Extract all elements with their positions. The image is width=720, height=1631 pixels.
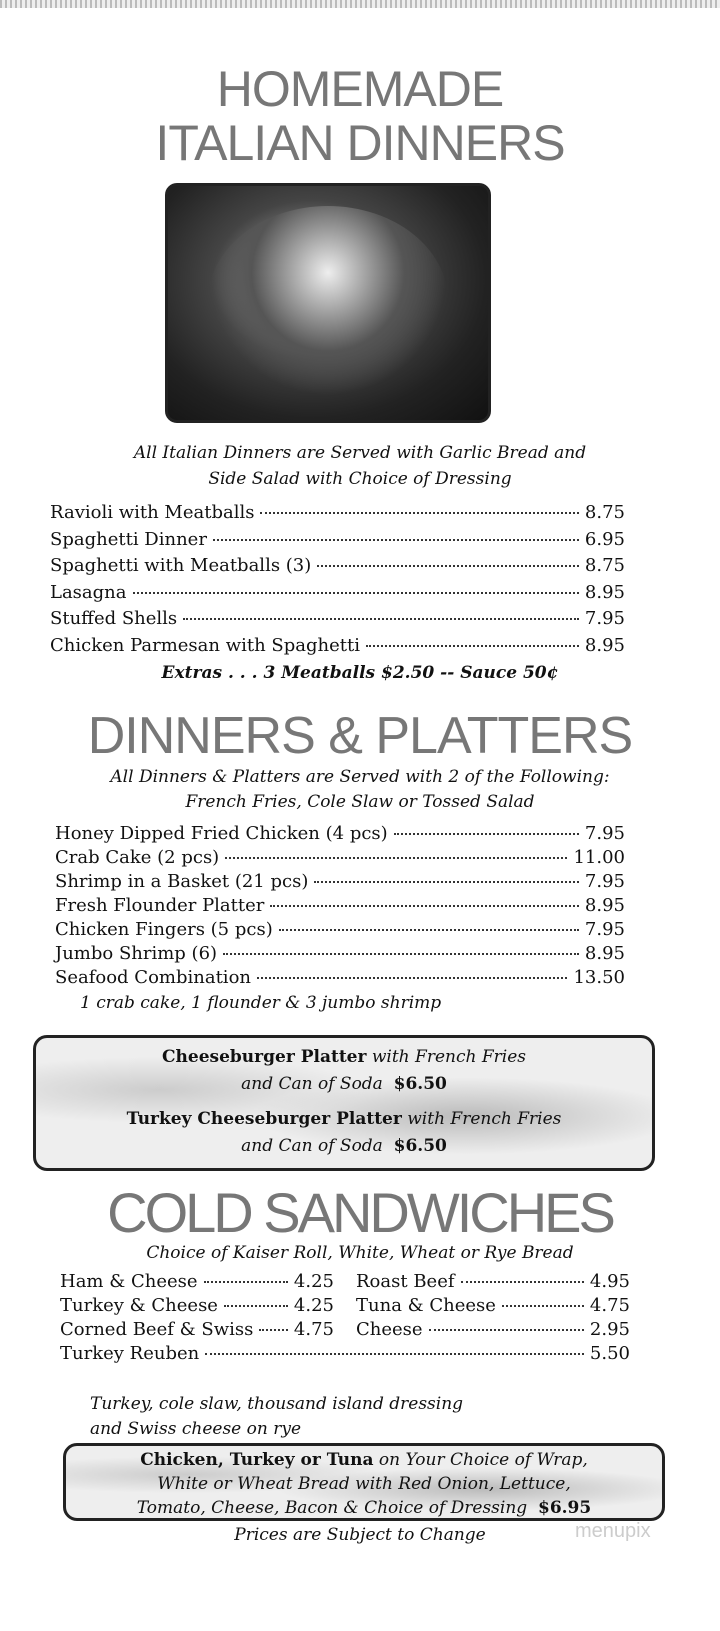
dot-leader <box>270 905 579 907</box>
item-price: 8.75 <box>584 502 625 523</box>
subtitle-line: All Dinners & Platters are Served with 2 of the Following: <box>110 767 610 787</box>
item-name: Fresh Flounder Platter <box>55 895 265 916</box>
italian-title <box>0 62 720 170</box>
item-name: Lasagna <box>50 581 127 603</box>
note-line: Turkey, cole slaw, thousand island dressing <box>90 1394 464 1414</box>
item-name: Turkey & Cheese <box>60 1295 218 1316</box>
platter-name: Cheeseburger Platter <box>162 1047 367 1067</box>
dinners-menu-list <box>55 822 625 990</box>
item-name: Spaghetti with Meatballs (3) <box>50 555 312 576</box>
sandwich-list <box>60 1270 630 1366</box>
menu-item <box>356 1270 630 1294</box>
menu-item <box>50 553 625 580</box>
item-price: 4.25 <box>293 1295 334 1316</box>
item-price: 4.95 <box>589 1271 630 1292</box>
dot-leader <box>260 512 578 514</box>
dot-leader <box>317 565 579 567</box>
dot-leader <box>366 645 579 647</box>
item-price: 8.95 <box>584 581 625 603</box>
platter-desc: and Can of Soda <box>241 1074 383 1094</box>
item-price: 8.75 <box>584 555 625 576</box>
menu-item <box>55 966 625 990</box>
wrap-price: $6.95 <box>537 1498 592 1518</box>
menu-item <box>50 606 625 633</box>
item-name: Chicken Parmesan with Spaghetti <box>50 634 361 656</box>
item-name: Cheese <box>356 1319 423 1340</box>
note-line: and Swiss cheese on rye <box>90 1419 302 1439</box>
item-price: 7.95 <box>584 919 625 940</box>
combo-note: 1 crab cake, 1 flounder & 3 jumbo shrimp <box>80 993 442 1013</box>
dot-leader <box>223 953 579 955</box>
dot-leader <box>205 1353 584 1355</box>
platter-name: Turkey Cheeseburger Platter <box>126 1109 402 1129</box>
title-line: HOMEMADE <box>216 61 504 117</box>
menu-item <box>50 527 625 554</box>
platter-desc: with French Fries <box>401 1109 562 1129</box>
dot-leader <box>461 1281 584 1283</box>
menu-item <box>55 822 625 846</box>
sandwich-column-left <box>60 1270 334 1342</box>
sandwiches-subtitle: Choice of Kaiser Roll, White, Wheat or Rye Bread <box>146 1243 574 1263</box>
item-price: 8.95 <box>584 895 625 916</box>
menu-item <box>55 846 625 870</box>
dot-leader <box>225 857 567 859</box>
item-name: Ham & Cheese <box>60 1271 198 1292</box>
item-price: 7.95 <box>584 871 625 892</box>
dot-leader <box>279 929 579 931</box>
item-name: Tuna & Cheese <box>356 1295 496 1316</box>
item-name: Shrimp in a Basket (21 pcs) <box>55 871 309 892</box>
dinners-subtitle <box>0 765 720 815</box>
subtitle-line: Side Salad with Choice of Dressing <box>208 469 512 489</box>
platter-price: $6.50 <box>393 1074 447 1094</box>
extras-line: Extras . . . 3 Meatballs $2.50 -- Sauce 50¢ <box>161 663 559 683</box>
menu-item <box>55 942 625 966</box>
dot-leader <box>133 592 579 594</box>
scan-edge <box>0 0 720 8</box>
platter-desc: and Can of Soda <box>241 1136 383 1156</box>
item-name: Turkey Reuben <box>60 1343 200 1364</box>
item-price: 2.95 <box>589 1319 630 1340</box>
item-price: 4.75 <box>293 1319 334 1340</box>
plate-image <box>208 206 448 396</box>
item-price: 8.95 <box>584 634 625 656</box>
menu-item <box>50 500 625 527</box>
menu-item <box>55 918 625 942</box>
dot-leader <box>429 1329 584 1331</box>
footer-note: Prices are Subject to Change <box>234 1525 486 1545</box>
item-name: Corned Beef & Swiss <box>60 1319 254 1340</box>
wrap-desc: on Your Choice of Wrap, <box>373 1450 588 1470</box>
italian-menu-list <box>50 500 625 659</box>
dot-leader <box>394 833 579 835</box>
menu-item <box>60 1318 334 1342</box>
item-name: Ravioli with Meatballs <box>50 502 255 523</box>
menu-item <box>50 633 625 660</box>
sandwich-column-right <box>356 1270 630 1342</box>
item-price: 7.95 <box>584 608 625 629</box>
item-price: 11.00 <box>573 847 625 868</box>
dot-leader <box>224 1305 288 1307</box>
title-line: ITALIAN DINNERS <box>155 115 565 171</box>
dinners-title: DINNERS & PLATTERS <box>87 707 633 765</box>
dot-leader <box>259 1329 288 1331</box>
dot-leader <box>183 618 579 620</box>
item-price: 4.25 <box>293 1271 334 1292</box>
item-price: 5.50 <box>589 1343 630 1364</box>
menu-item <box>55 894 625 918</box>
item-price: 7.95 <box>584 823 625 844</box>
wrap-desc: White or Wheat Bread with Red Onion, Lettuce, <box>157 1474 571 1494</box>
item-name: Chicken Fingers (5 pcs) <box>55 919 273 940</box>
menu-item <box>60 1342 630 1366</box>
item-name: Seafood Combination <box>55 967 251 988</box>
item-name: Stuffed Shells <box>50 608 178 629</box>
reuben-note <box>90 1392 463 1442</box>
subtitle-line: All Italian Dinners are Served with Garlic Bread and <box>133 443 587 463</box>
dot-leader <box>502 1305 584 1307</box>
wrap-desc: Tomato, Cheese, Bacon & Choice of Dressing <box>136 1498 528 1518</box>
item-name: Roast Beef <box>356 1271 455 1292</box>
food-photo <box>165 183 491 423</box>
dot-leader <box>257 977 567 979</box>
sandwiches-title: COLD SANDWICHES <box>107 1181 613 1244</box>
menu-item <box>55 870 625 894</box>
wrap-name: Chicken, Turkey or Tuna <box>140 1450 374 1470</box>
wrap-special-box <box>63 1443 665 1521</box>
platter-price: $6.50 <box>393 1136 447 1156</box>
item-price: 8.95 <box>584 943 625 964</box>
item-price: 13.50 <box>573 967 625 988</box>
italian-subtitle <box>0 440 720 492</box>
dot-leader <box>204 1281 288 1283</box>
platter-desc: with French Fries <box>366 1047 526 1067</box>
item-price: 6.95 <box>584 528 625 550</box>
item-name: Honey Dipped Fried Chicken (4 pcs) <box>55 823 388 844</box>
platter-specials-box <box>33 1035 655 1171</box>
item-name: Jumbo Shrimp (6) <box>55 943 218 964</box>
watermark: menupix <box>575 1520 651 1542</box>
menu-item <box>356 1318 630 1342</box>
dot-leader <box>213 539 579 541</box>
menu-item <box>60 1270 334 1294</box>
menu-item <box>60 1294 334 1318</box>
menu-item <box>50 580 625 607</box>
item-name: Spaghetti Dinner <box>50 528 207 550</box>
subtitle-line: French Fries, Cole Slaw or Tossed Salad <box>185 792 535 812</box>
menu-item <box>356 1294 630 1318</box>
item-price: 4.75 <box>589 1295 630 1316</box>
item-name: Crab Cake (2 pcs) <box>55 847 220 868</box>
dot-leader <box>314 881 579 883</box>
